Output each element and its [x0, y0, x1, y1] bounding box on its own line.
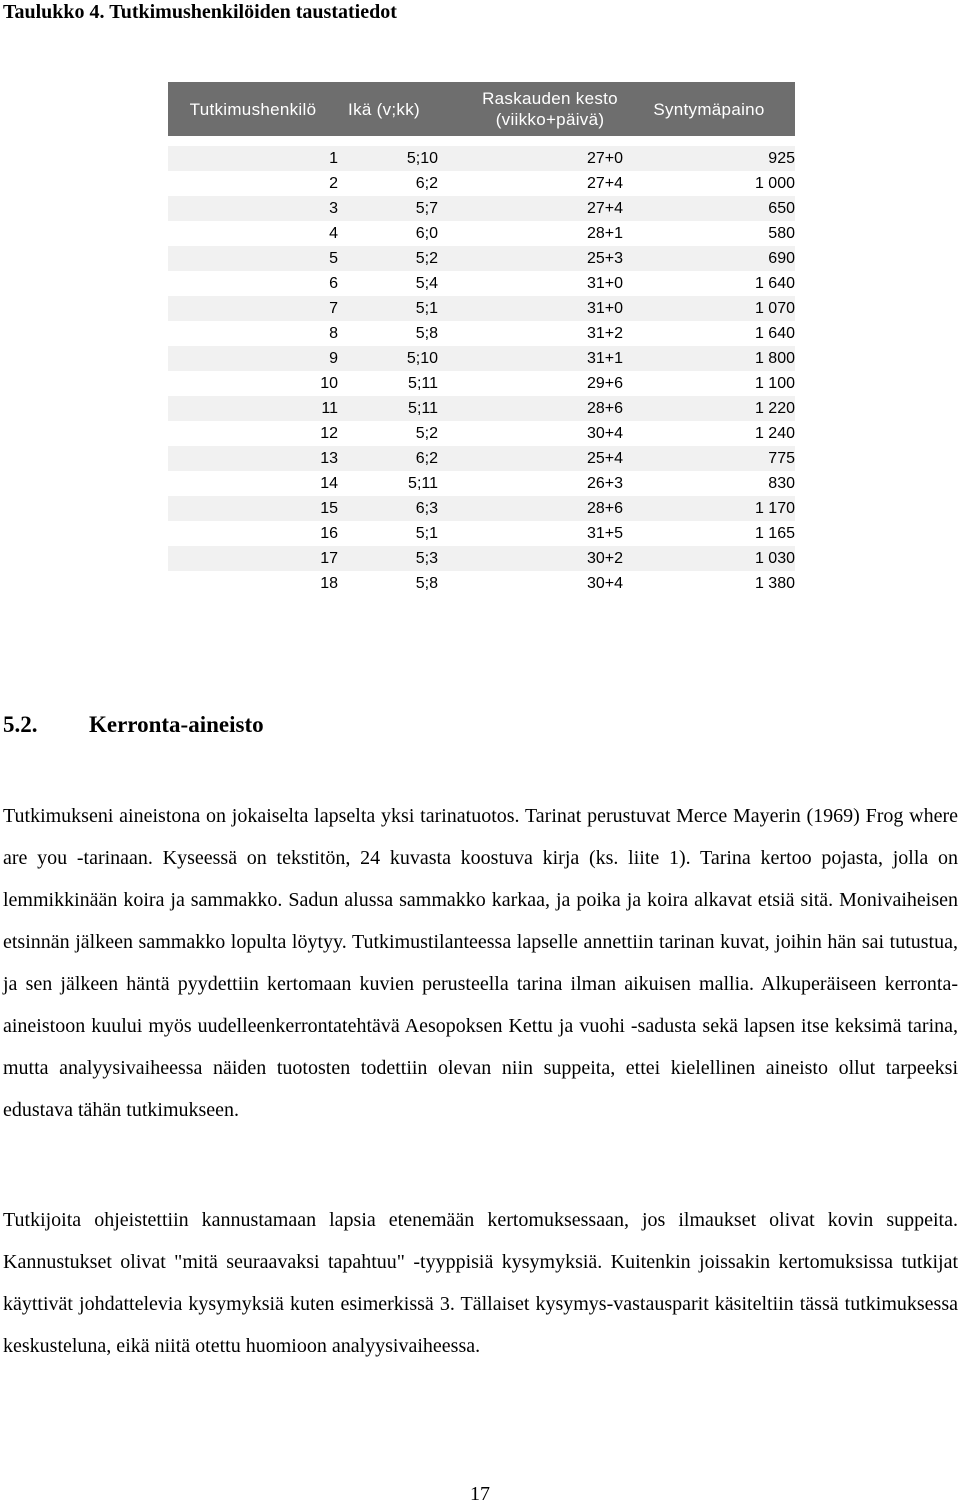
cell-age: 5;4 — [415, 274, 438, 292]
cell-age: 5;1 — [415, 524, 438, 542]
cell-gestation: 28+6 — [438, 396, 623, 421]
table-row — [168, 171, 795, 196]
cell-gestation: 26+3 — [586, 474, 623, 492]
cell-gestation: 29+6 — [586, 374, 623, 392]
table-header-row — [168, 82, 795, 136]
cell-birth-weight: 1 030 — [623, 546, 795, 571]
cell-age: 6;3 — [338, 496, 438, 521]
cell-gestation: 31+2 — [586, 324, 623, 342]
cell-participant: 18 — [320, 574, 338, 592]
cell-birth-weight: 1 640 — [754, 274, 795, 292]
cell-age: 5;8 — [415, 574, 438, 592]
section-heading — [3, 710, 264, 740]
cell-participant: 6 — [329, 274, 338, 292]
cell-birth-weight: 1 240 — [754, 424, 795, 442]
cell-birth-weight: 1 165 — [754, 524, 795, 542]
cell-birth-weight: 1 100 — [754, 374, 795, 392]
cell-birth-weight: 1 070 — [623, 296, 795, 321]
table-row — [168, 471, 795, 496]
cell-participant: 14 — [320, 474, 338, 492]
cell-participant: 5 — [168, 246, 338, 271]
cell-gestation: 31+0 — [438, 296, 623, 321]
cell-gestation: 25+4 — [438, 446, 623, 471]
table-row — [168, 396, 795, 421]
table-row — [168, 296, 795, 321]
cell-birth-weight: 925 — [623, 146, 795, 171]
paragraph-2: Tutkijoita ohjeistettiin kannustamaan lapsia etenemään kertomuksessaan, jos ilmaukset olivat kovin suppeita. Kannustukset olivat "mitä seuraavaksi tapahtuu" -tyyppisiä kysymyksiä. Kuitenkin joissakin kertomuksissa tutkijat käyttivät johdattelevia kysymyksiä kuten esimerkissä 3. Tällaiset kysymys-vastausparit käsiteltiin tässä tutkimuksessa keskusteluna, eikä niitä otettu huomioon analyysivaiheessa. — [3, 1209, 958, 1357]
cell-gestation: 28+6 — [438, 496, 623, 521]
participants-table — [168, 82, 795, 596]
cell-age: 5;11 — [338, 396, 438, 421]
cell-birth-weight: 1 000 — [754, 174, 795, 192]
cell-age: 5;7 — [338, 196, 438, 221]
cell-age: 5;8 — [415, 324, 438, 342]
cell-age: 6;2 — [338, 446, 438, 471]
cell-participant: 12 — [320, 424, 338, 442]
cell-participant: 16 — [320, 524, 338, 542]
cell-gestation: 30+4 — [586, 424, 623, 442]
cell-age: 5;1 — [338, 296, 438, 321]
cell-gestation: 27+4 — [586, 174, 623, 192]
cell-participant: 7 — [168, 296, 338, 321]
table-row — [168, 321, 795, 346]
cell-gestation: 25+3 — [438, 246, 623, 271]
cell-birth-weight: 650 — [623, 196, 795, 221]
cell-participant: 11 — [168, 396, 338, 421]
cell-birth-weight: 690 — [623, 246, 795, 271]
cell-gestation: 31+1 — [438, 346, 623, 371]
cell-age: 6;2 — [415, 174, 438, 192]
cell-participant: 8 — [329, 324, 338, 342]
cell-gestation: 31+5 — [586, 524, 623, 542]
header-gestation — [438, 82, 623, 136]
cell-participant: 10 — [320, 374, 338, 392]
cell-age: 5;11 — [408, 474, 438, 492]
cell-participant: 13 — [168, 446, 338, 471]
cell-birth-weight: 830 — [768, 474, 795, 492]
table-row — [168, 546, 795, 571]
table-row — [168, 271, 795, 296]
table-row — [168, 496, 795, 521]
section-title: Kerronta-aineisto — [89, 712, 264, 737]
table-row — [168, 446, 795, 471]
cell-participant: 9 — [168, 346, 338, 371]
cell-gestation: 30+4 — [586, 574, 623, 592]
cell-age: 5;10 — [338, 146, 438, 171]
cell-birth-weight: 1 640 — [754, 324, 795, 342]
cell-gestation: 27+4 — [438, 196, 623, 221]
cell-age: 5;3 — [338, 546, 438, 571]
table-row — [168, 196, 795, 221]
table-caption: Taulukko 4. Tutkimushenkilöiden taustatiedot — [3, 1, 397, 23]
table-row — [168, 371, 795, 396]
cell-participant: 1 — [168, 146, 338, 171]
cell-participant: 15 — [168, 496, 338, 521]
cell-participant: 4 — [329, 224, 338, 242]
cell-participant: 3 — [168, 196, 338, 221]
table-body — [168, 136, 795, 596]
cell-age: 5;2 — [338, 246, 438, 271]
table-row — [168, 571, 795, 596]
cell-gestation: 27+0 — [438, 146, 623, 171]
header-participant: Tutkimushenkilö — [168, 82, 338, 136]
cell-gestation: 31+0 — [586, 274, 623, 292]
cell-participant: 17 — [168, 546, 338, 571]
cell-birth-weight: 1 170 — [623, 496, 795, 521]
header-gestation-text: Raskauden kesto (viikko+päivä) — [482, 89, 618, 129]
table-row — [168, 346, 795, 371]
cell-birth-weight: 1 800 — [623, 346, 795, 371]
page-number: 17 — [470, 1483, 490, 1505]
header-age: Ikä (v;kk) — [338, 82, 438, 136]
cell-birth-weight: 1 220 — [623, 396, 795, 421]
cell-gestation: 28+1 — [586, 224, 623, 242]
table-row — [168, 246, 795, 271]
header-birth-weight: Syntymäpaino — [623, 82, 795, 136]
cell-birth-weight: 775 — [623, 446, 795, 471]
cell-gestation: 30+2 — [438, 546, 623, 571]
cell-age: 6;0 — [415, 224, 438, 242]
table-row — [168, 421, 795, 446]
cell-birth-weight: 1 380 — [754, 574, 795, 592]
table-row — [168, 221, 795, 246]
table-row — [168, 521, 795, 546]
section-number: 5.2. — [3, 712, 38, 737]
cell-participant: 2 — [329, 174, 338, 192]
cell-age: 5;2 — [415, 424, 438, 442]
paragraph-1: Tutkimukseni aineistona on jokaiselta lapselta yksi tarinatuotos. Tarinat perustuvat Merce Mayerin (1969) Frog where are you -tarinaan. Kyseessä on tekstitön, 24 kuvasta koostuva kirja (ks. liite 1). Tarina kertoo pojasta, jolla on lemmikkinään koira ja sammakko. Sadun alussa sammakko karkaa, ja poika ja koira alkavat etsiä sitä. Monivaiheisen etsinnän jälkeen sammakko lopulta löytyy. Tutkimustilanteessa lapselle annettiin tarinan kuvat, joihin hän sai tutustua, ja sen jälkeen häntä pyydettiin kertomaan kuvien perusteella tarina ilman aikuisen mallia. Alkuperäiseen kerronta-aineistoon kuului myös uudelleenkerrontatehtävä Aesopoksen Kettu ja vuohi -sadusta sekä lapsen itse keksimä tarina, mutta analyysivaiheessa näiden tuotosten todettiin olevan niin suppeita, ettei kielellinen aineisto ollut tarpeeksi edustava tähän tutkimukseen. — [3, 805, 958, 1121]
cell-age: 5;10 — [338, 346, 438, 371]
cell-birth-weight: 580 — [768, 224, 795, 242]
cell-age: 5;11 — [408, 374, 438, 392]
table-row — [168, 146, 795, 171]
